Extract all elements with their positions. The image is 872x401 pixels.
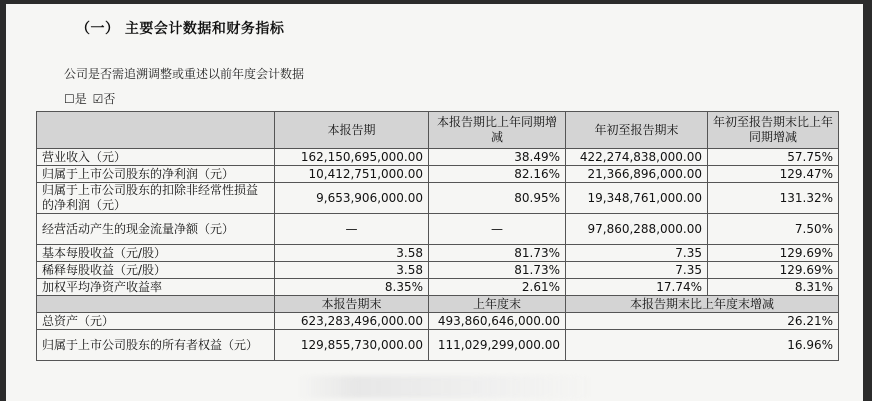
cell-value: 8.35% [275,279,429,296]
row-label: 归属于上市公司股东的所有者权益（元） [37,330,275,361]
table-row [37,330,839,361]
table-header-row [37,112,839,149]
header-corner-2 [37,296,275,313]
option-no: ☑否 [92,92,116,106]
cell-value: 19,348,761,000.00 [566,183,708,214]
cell-value: 129.69% [708,262,839,279]
header-period-end: 本报告期末 [275,296,429,313]
row-label: 加权平均净资产收益率 [37,279,275,296]
header-period-end-change: 本报告期末比上年度末增减 [566,296,839,313]
table-row [37,166,839,183]
cell-value: 7.35 [566,262,708,279]
financial-indicators-table [36,111,839,361]
section-heading: （一） 主要会计数据和财务指标 [76,21,285,37]
watermark-blur [296,376,596,398]
cell-value: 97,860,288,000.00 [566,214,708,245]
cell-value: 10,412,751,000.00 [275,166,429,183]
row-label: 经营活动产生的现金流量净额（元） [37,214,275,245]
option-yes: ☐是 [64,92,87,106]
cell-value: 81.73% [429,245,566,262]
header-ytd: 年初至报告期末 [566,112,708,149]
cell-value: 422,274,838,000.00 [566,149,708,166]
restatement-options [64,90,117,107]
cell-value: 2.61% [429,279,566,296]
cell-value: — [275,214,429,245]
cell-value: 9,653,906,000.00 [275,183,429,214]
cell-value: 3.58 [275,262,429,279]
table-row [37,149,839,166]
cell-value: 3.58 [275,245,429,262]
row-label: 稀释每股收益（元/股） [37,262,275,279]
cell-value: 80.95% [429,183,566,214]
report-page [6,4,863,401]
restatement-question: 公司是否需追溯调整或重述以前年度会计数据 [64,67,305,81]
cell-value: 129.69% [708,245,839,262]
table-row [37,262,839,279]
cell-value: 493,860,646,000.00 [429,313,566,330]
table-row [37,214,839,245]
table2-header-row [37,296,839,313]
header-ytd-change: 年初至报告期末比上年同期增减 [708,112,839,149]
cell-value: — [429,214,566,245]
table-row [37,279,839,296]
cell-value: 8.31% [708,279,839,296]
cell-value: 129,855,730,000.00 [275,330,429,361]
cell-value: 7.50% [708,214,839,245]
cell-value: 162,150,695,000.00 [275,149,429,166]
cell-value: 57.75% [708,149,839,166]
table-row [37,183,839,214]
cell-value: 21,366,896,000.00 [566,166,708,183]
row-label: 归属于上市公司股东的净利润（元） [37,166,275,183]
cell-value: 623,283,496,000.00 [275,313,429,330]
header-prior-year-end: 上年度末 [429,296,566,313]
cell-value: 82.16% [429,166,566,183]
header-corner [37,112,275,149]
cell-value: 17.74% [566,279,708,296]
header-current-change: 本报告期比上年同期增减 [429,112,566,149]
cell-value: 16.96% [566,330,839,361]
cell-value: 131.32% [708,183,839,214]
table-row [37,245,839,262]
header-current-period: 本报告期 [275,112,429,149]
cell-value: 129.47% [708,166,839,183]
row-label: 总资产（元） [37,313,275,330]
cell-value: 38.49% [429,149,566,166]
cell-value: 81.73% [429,262,566,279]
cell-value: 111,029,299,000.00 [429,330,566,361]
table-row [37,313,839,330]
cell-value: 7.35 [566,245,708,262]
row-label: 归属于上市公司股东的扣除非经常性损益的净利润（元） [37,183,275,214]
cell-value: 26.21% [566,313,839,330]
row-label: 基本每股收益（元/股） [37,245,275,262]
row-label: 营业收入（元） [37,149,275,166]
